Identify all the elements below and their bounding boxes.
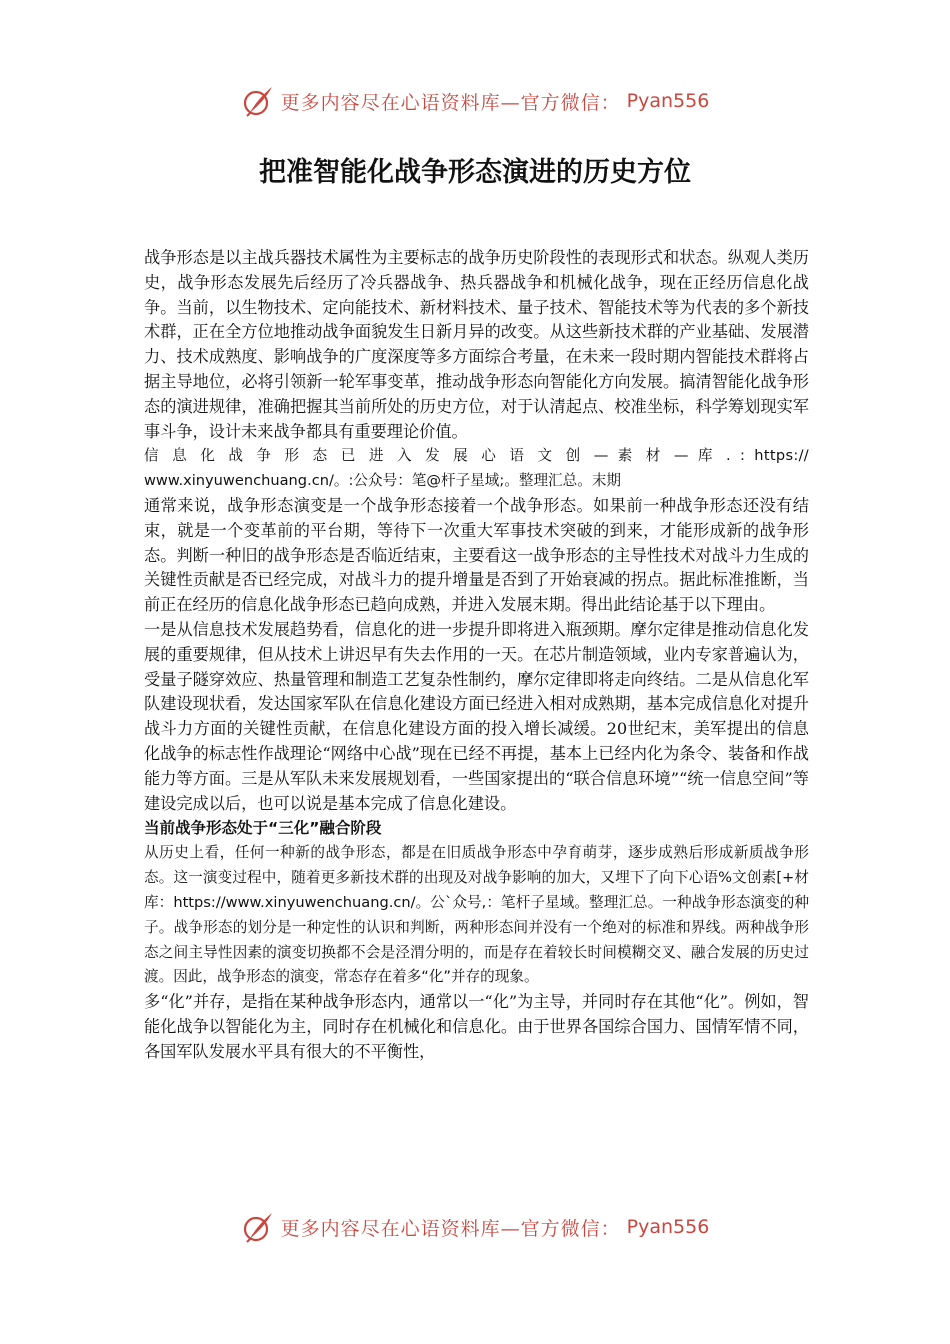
paragraph-coexistence: 多“化”并存，是指在某种战争形态内，通常以一“化”为主导，并同时存在其他“化”。例如，智能化战争以智能化为主，同时存在机械化和信息化。由于世界各国综合国力、国情军情不同，各国军队发展水平具有很大的不平衡性， <box>144 992 809 1061</box>
paragraph-intro: 战争形态是以主战兵器技术属性为主要标志的战争历史阶段性的表现形式和状态。纵观人类历史，战争形态发展先后经历了冷兵器战争、热兵器战争和机械化战争，现在正经历信息化战争。当前，以生物技术、定向能技术、新材料技术、量子技术、智能技术等为代表的多个新技术群，正在全方位地推动战争面貌发生日新月异的改变。从这些新技术群的产业基础、发展潜力、技术成熟度、影响战争的广度深度等多方面综合考量，在未来一段时期内智能技术群将占据主导地位，必将引领新一轮军事变革，推动战争形态向智能化方向发展。搞清智能化战争形态的演进规律，准确把握其当前所处的历史方位，对于认清起点、校准坐标，科学筹划现实军事斗争，设计未来战争都具有重要理论价值。 <box>144 248 809 441</box>
paragraph-watermark-line1: 信 息 化 战 争 形 态 已 进 入 发 展 心 语 文 创 — 素 材 — 库 . : https:// <box>144 447 809 465</box>
banner-text: 更多内容尽在心语资料库—官方微信： <box>280 91 621 114</box>
page-title: 把准智能化战争形态演进的历史方位 <box>259 157 691 188</box>
section-heading: 当前战争形态处于“三化”融合阶段 <box>144 819 382 838</box>
footer-banner <box>0 1210 950 1250</box>
paragraph-reasons: 一是从信息技术发展趋势看，信息化的进一步提升即将进入瓶颈期。摩尔定律是推动信息化发展的重要规律，但从技术上讲迟早有失去作用的一天。在芯片制造领域，业内专家普遍认为，受量子隧穿效应、热量管理和制造工艺复杂性制约，摩尔定律即将走向终结。二是从信息化军队建设现状看，发达国家军队在信息化建设方面已经进入相对成熟期，基本完成信息化对提升战斗力方面的关键性贡献，在信息化建设方面的投入增长减缓。20世纪末，美军提出的信息化战争的标志性作战理论“网络中心战”现在已经不再提，基本上已经内化为条令、装备和作战能力等方面。三是从军队未来发展规划看，一些国家提出的“联合信息环境”“统一信息空间”等建设完成以后，也可以说是基本完成了信息化建设。 <box>144 619 809 813</box>
banner-wechat-id: Pyan556 <box>626 90 710 112</box>
article-body <box>144 246 809 1065</box>
paragraph-watermark-line2: www.xinyuwenchuang.cn/。:公众号：笔@杆子星域;。整理汇总。末期 <box>144 472 622 490</box>
header-banner <box>0 84 950 124</box>
paragraph-history: 从历史上看，任何一种新的战争形态，都是在旧质战争形态中孕育萌芽，逐步成熟后形成新质战争形态。这一演变过程中，随着更多新技术群的出现及对战争影响的加大，又埋下了向下心语%文创素[+材库：https://www.xinyuwenchuang.cn/。公`众号,：笔杆子星域。整理汇总。一种战争形态演变的种子。战争形态的划分是一种定性的认识和判断，两种形态间并没有一个绝对的标准和界线。两种战争形态之间主导性因素的演变切换都不会是泾渭分明的，而是存在着较长时间模糊交叉、融合发展的历史过渡。因此，战争形态的演变，常态存在着多“化”并存的现象。 <box>144 844 809 986</box>
banner-wechat-id: Pyan556 <box>626 1216 710 1238</box>
banner-text: 更多内容尽在心语资料库—官方微信： <box>280 1217 621 1240</box>
feather-pen-logo-icon <box>241 1210 275 1244</box>
paragraph-evolution: 通常来说，战争形态演变是一个战争形态接着一个战争形态。如果前一种战争形态还没有结束，就是一个变革前的平台期，等待下一次重大军事技术突破的到来，才能形成新的战争形态。判断一种旧的战争形态是否临近结束，主要看这一战争形态的主导性技术对战斗力生成的关键性贡献是否已经完成，对战斗力的提升增量是否到了开始衰减的拐点。据此标准推断，当前正在经历的信息化战争形态已趋向成熟，并进入发展末期。得出此结论基于以下理由。 <box>144 495 809 615</box>
feather-pen-logo-icon <box>241 84 275 118</box>
